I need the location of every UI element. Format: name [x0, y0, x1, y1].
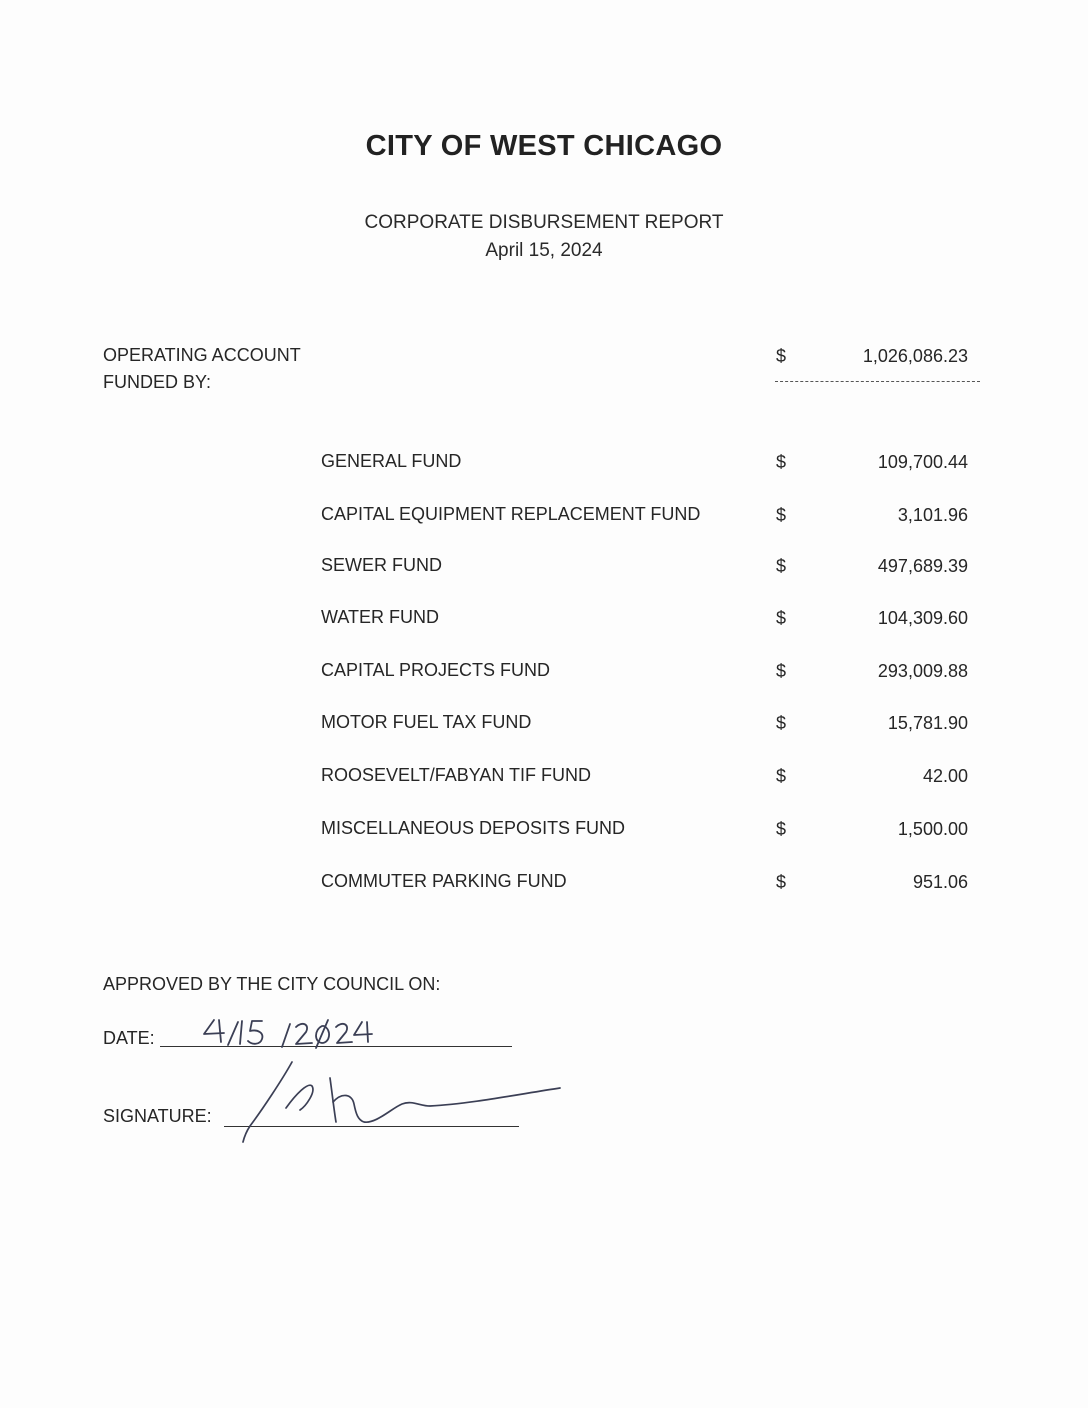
fund-name: ROOSEVELT/FABYAN TIF FUND: [321, 765, 592, 785]
fund-name: MOTOR FUEL TAX FUND: [321, 712, 532, 732]
fund-currency-symbol: $: [776, 556, 787, 576]
fund-amount: 42.00: [922, 766, 968, 786]
signature-label: SIGNATURE:: [103, 1106, 212, 1126]
fund-amount: 15,781.90: [887, 713, 968, 733]
approval-heading: APPROVED BY THE CITY COUNCIL ON:: [103, 974, 441, 994]
fund-name: COMMUTER PARKING FUND: [321, 871, 567, 891]
operating-account-label: OPERATING ACCOUNT: [103, 345, 301, 365]
fund-currency-symbol: $: [776, 819, 787, 839]
fund-amount: 109,700.44: [877, 452, 968, 472]
fund-amount: 951.06: [912, 872, 968, 892]
operating-currency-symbol: $: [776, 346, 787, 366]
report-subtitle: CORPORATE DISBURSEMENT REPORT: [364, 212, 724, 233]
fund-currency-symbol: $: [776, 505, 787, 525]
operating-account-amount: 1,026,086.23: [862, 346, 968, 366]
funded-by-label: FUNDED BY:: [103, 372, 212, 392]
signature-line: [224, 1126, 519, 1127]
fund-currency-symbol: $: [776, 766, 787, 786]
date-label: DATE:: [103, 1028, 155, 1048]
fund-amount: 293,009.88: [877, 661, 968, 681]
fund-name: MISCELLANEOUS DEPOSITS FUND: [321, 818, 626, 838]
fund-currency-symbol: $: [776, 713, 787, 733]
date-line: [160, 1046, 512, 1047]
fund-name: CAPITAL EQUIPMENT REPLACEMENT FUND: [321, 504, 701, 524]
document-title: CITY OF WEST CHICAGO: [365, 130, 723, 162]
report-date: April 15, 2024: [485, 240, 603, 261]
fund-name: CAPITAL PROJECTS FUND: [321, 660, 551, 680]
fund-currency-symbol: $: [776, 661, 787, 681]
fund-name: SEWER FUND: [321, 555, 442, 575]
fund-currency-symbol: $: [776, 608, 787, 628]
fund-amount: 1,500.00: [897, 819, 968, 839]
fund-currency-symbol: $: [776, 452, 787, 472]
fund-name: WATER FUND: [321, 607, 439, 627]
fund-amount: 3,101.96: [897, 505, 968, 525]
fund-currency-symbol: $: [776, 872, 787, 892]
fund-amount: 497,689.39: [877, 556, 968, 576]
fund-amount: 104,309.60: [877, 608, 968, 628]
fund-name: GENERAL FUND: [321, 451, 462, 471]
